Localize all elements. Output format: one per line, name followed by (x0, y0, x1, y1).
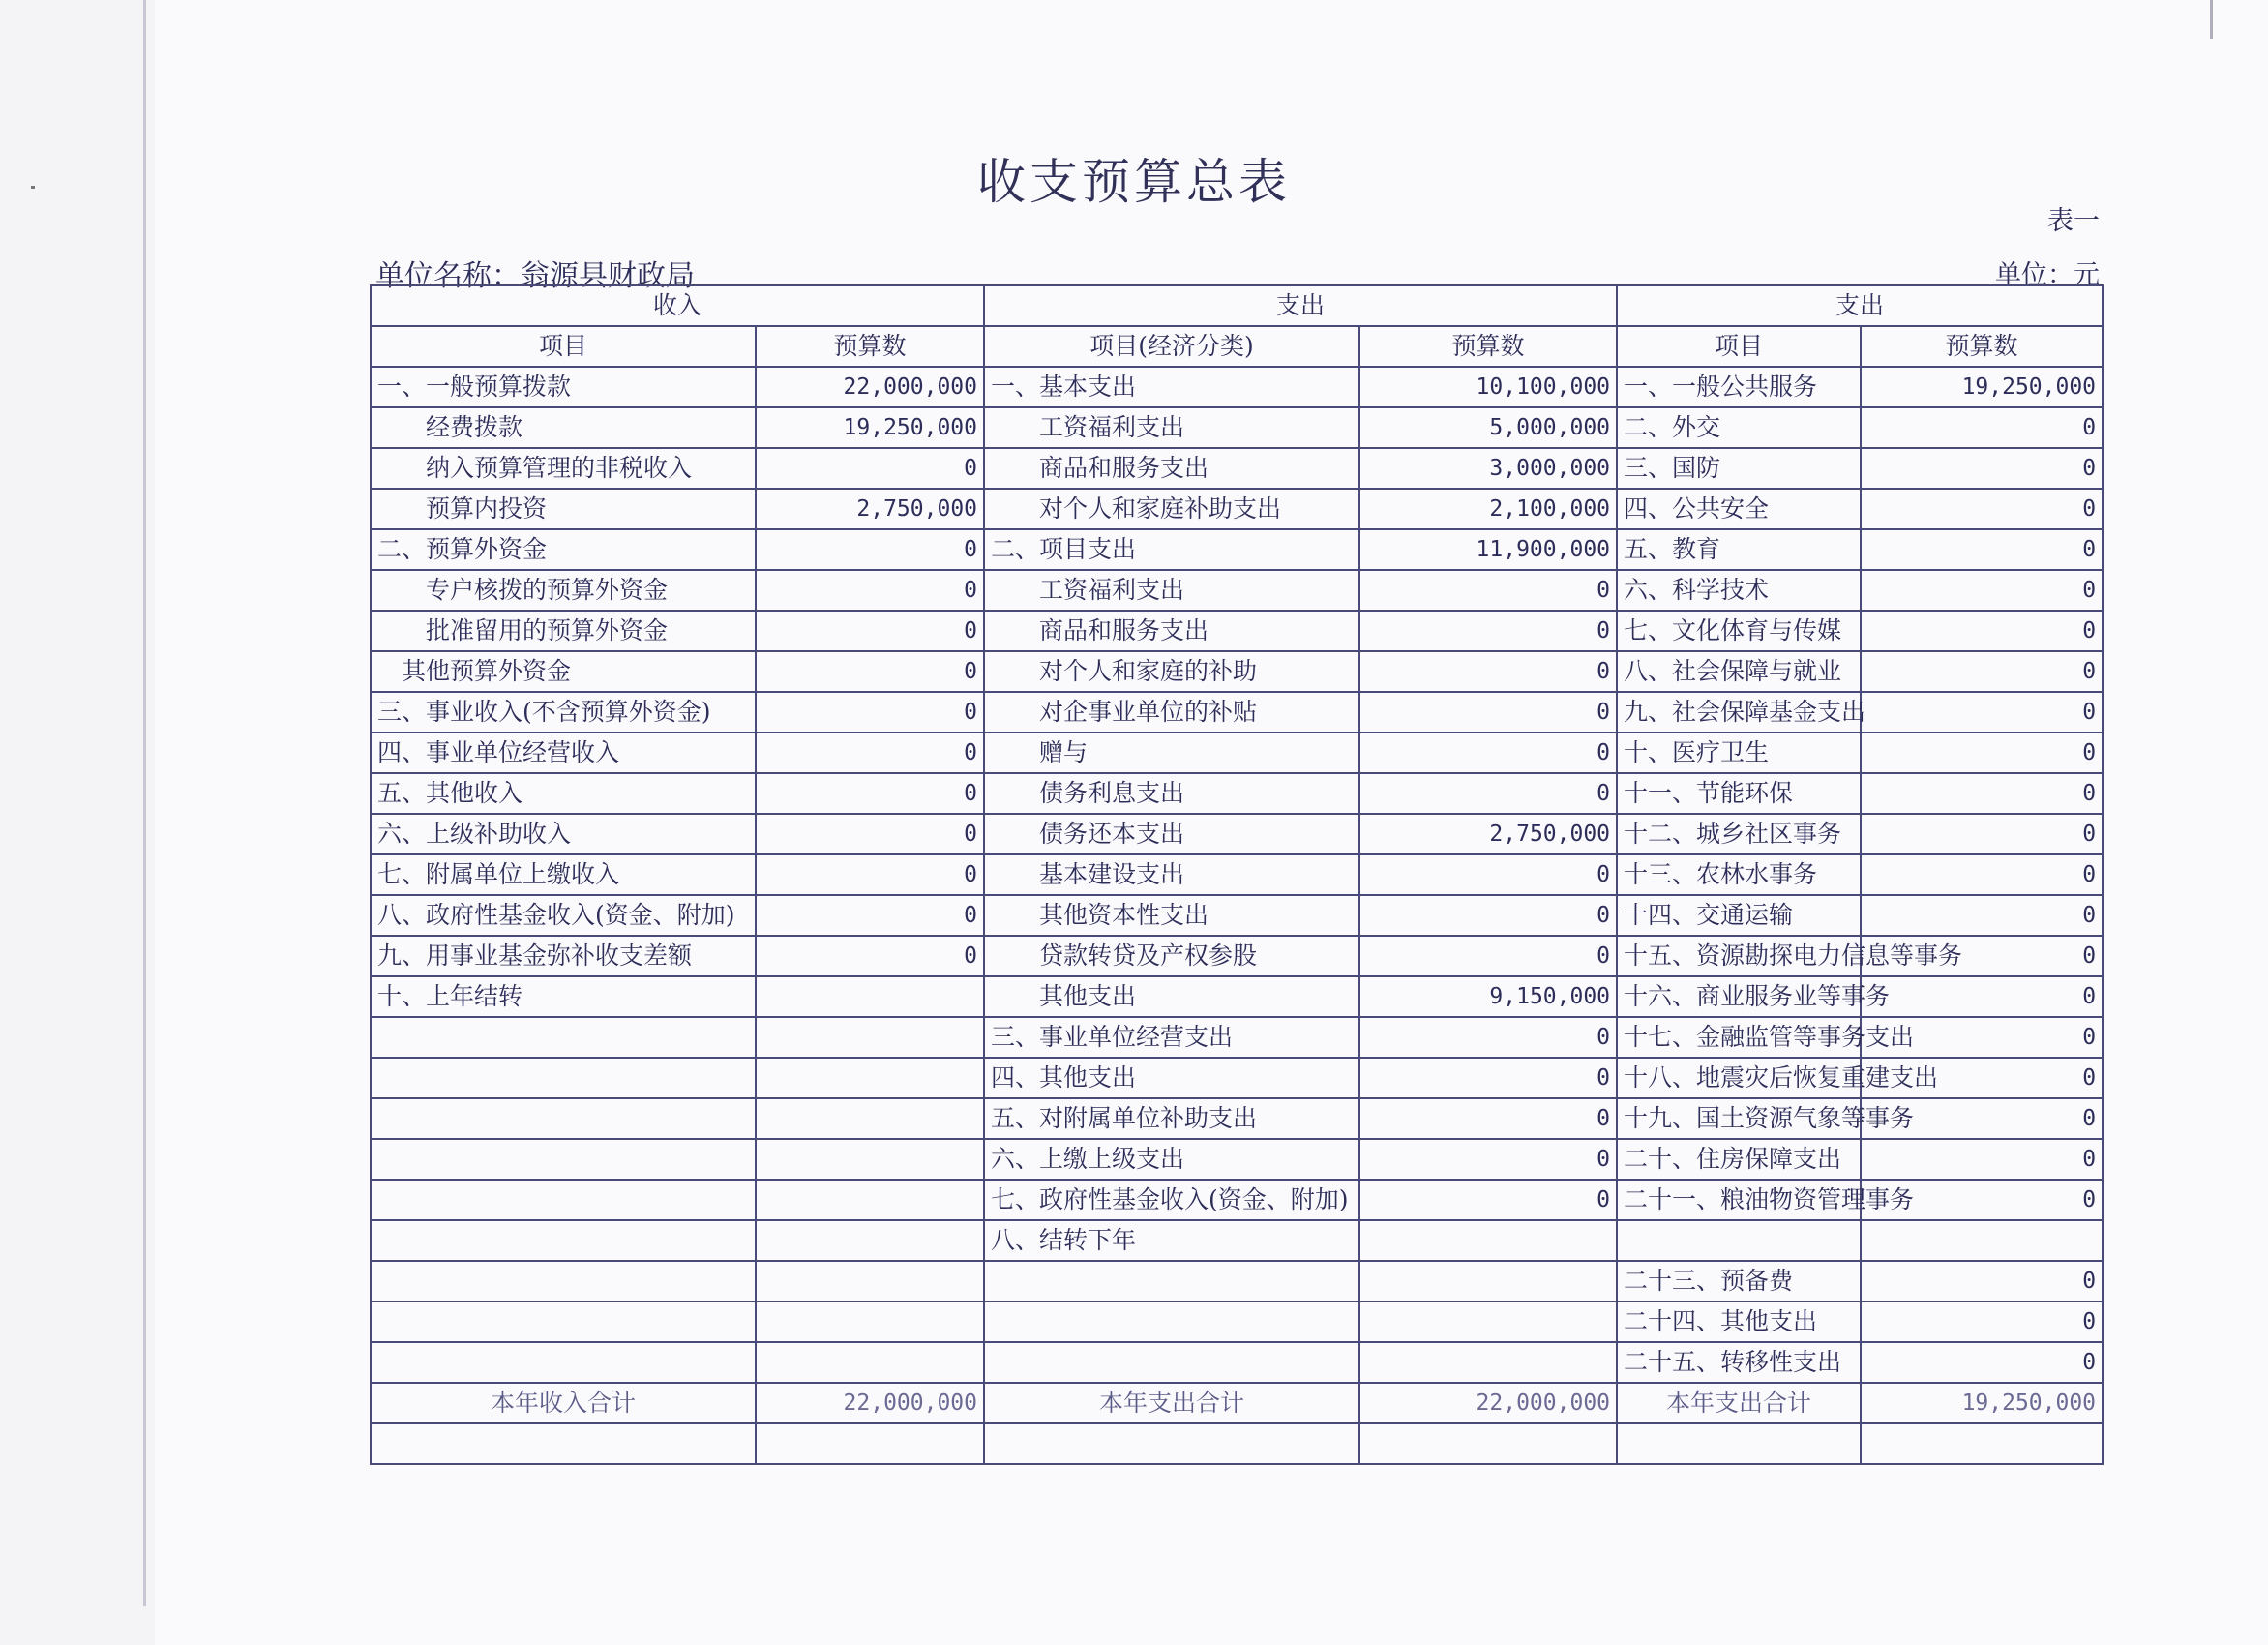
func-item-cell: 十九、国土资源气象等事务 (1617, 1098, 1861, 1139)
econ-amount-cell: 0 (1359, 651, 1617, 692)
income-section-header: 收入 (371, 285, 984, 326)
income-item-cell: 四、事业单位经营收入 (371, 733, 756, 773)
func-amount-cell: 0 (1861, 854, 2103, 895)
econ-amount-cell: 10,100,000 (1359, 367, 1617, 407)
blank-cell (1861, 1423, 2103, 1464)
income-item-cell (371, 1342, 756, 1383)
func-amount-cell: 0 (1861, 1301, 2103, 1342)
blank-cell (1617, 1423, 1861, 1464)
econ-item-cell: 基本建设支出 (984, 854, 1359, 895)
income-item-cell (371, 1058, 756, 1098)
func-amount-cell: 0 (1861, 1180, 2103, 1220)
func-amount-cell: 0 (1861, 976, 2103, 1017)
func-item-cell: 九、社会保障基金支出 (1617, 692, 1861, 733)
income-amount-header: 预算数 (756, 326, 984, 367)
func-item-cell: 十二、城乡社区事务 (1617, 814, 1861, 854)
income-amount-cell: 22,000,000 (756, 367, 984, 407)
econ-item-cell: 八、结转下年 (984, 1220, 1359, 1261)
func-item-cell: 二、外交 (1617, 407, 1861, 448)
func-item-cell (1617, 1220, 1861, 1261)
econ-amount-cell: 0 (1359, 936, 1617, 976)
table-row (371, 611, 2103, 651)
income-item-cell: 纳入预算管理的非税收入 (371, 448, 756, 489)
income-amount-cell: 0 (756, 814, 984, 854)
expense-func-section-header: 支出 (1617, 285, 2103, 326)
econ-item-cell: 赠与 (984, 733, 1359, 773)
func-amount-cell: 0 (1861, 773, 2103, 814)
func-item-header: 项目 (1617, 326, 1861, 367)
table-row (371, 1098, 2103, 1139)
income-total-label: 本年收入合计 (371, 1383, 756, 1423)
section-header-row (371, 285, 2103, 326)
table-row (371, 489, 2103, 529)
econ-item-cell: 其他支出 (984, 976, 1359, 1017)
func-item-cell: 十三、农林水事务 (1617, 854, 1861, 895)
unit-name: 单位名称：翁源县财政局 (375, 259, 695, 293)
econ-amount-cell: 2,100,000 (1359, 489, 1617, 529)
econ-amount-cell: 0 (1359, 570, 1617, 611)
income-amount-cell: 0 (756, 570, 984, 611)
income-item-cell: 其他预算外资金 (371, 651, 756, 692)
func-item-cell: 四、公共安全 (1617, 489, 1861, 529)
func-amount-cell: 0 (1861, 814, 2103, 854)
func-amount-cell: 0 (1861, 733, 2103, 773)
func-amount-cell: 0 (1861, 936, 2103, 976)
income-item-cell: 十、上年结转 (371, 976, 756, 1017)
econ-item-cell: 工资福利支出 (984, 407, 1359, 448)
econ-item-header: 项目(经济分类) (984, 326, 1359, 367)
func-item-cell: 一、一般公共服务 (1617, 367, 1861, 407)
econ-item-cell: 对企事业单位的补贴 (984, 692, 1359, 733)
econ-amount-cell: 5,000,000 (1359, 407, 1617, 448)
econ-item-cell: 一、基本支出 (984, 367, 1359, 407)
income-amount-cell: 2,750,000 (756, 489, 984, 529)
income-item-header: 项目 (371, 326, 756, 367)
table-row (371, 651, 2103, 692)
econ-item-cell: 三、事业单位经营支出 (984, 1017, 1359, 1058)
income-item-cell: 六、上级补助收入 (371, 814, 756, 854)
econ-amount-cell (1359, 1261, 1617, 1301)
income-amount-cell: 0 (756, 448, 984, 489)
table-row (371, 1058, 2103, 1098)
table-row (371, 1261, 2103, 1301)
column-header-row (371, 326, 2103, 367)
table-row (371, 1139, 2103, 1180)
econ-amount-cell (1359, 1301, 1617, 1342)
econ-amount-cell: 11,900,000 (1359, 529, 1617, 570)
blank-cell (371, 1423, 756, 1464)
income-item-cell (371, 1139, 756, 1180)
income-amount-cell (756, 1180, 984, 1220)
expense-econ-section-header: 支出 (984, 285, 1617, 326)
income-amount-cell: 0 (756, 895, 984, 936)
func-amount-cell: 0 (1861, 489, 2103, 529)
table-row (371, 1301, 2103, 1342)
func-amount-cell: 19,250,000 (1861, 367, 2103, 407)
income-item-cell (371, 1261, 756, 1301)
func-item-cell: 三、国防 (1617, 448, 1861, 489)
func-item-cell: 十一、节能环保 (1617, 773, 1861, 814)
table-row (371, 976, 2103, 1017)
func-item-cell: 十八、地震灾后恢复重建支出 (1617, 1058, 1861, 1098)
func-item-cell: 十五、资源勘探电力信息等事务 (1617, 936, 1861, 976)
econ-item-cell: 二、项目支出 (984, 529, 1359, 570)
table-row (371, 1017, 2103, 1058)
econ-amount-cell: 0 (1359, 895, 1617, 936)
econ-item-cell: 对个人和家庭的补助 (984, 651, 1359, 692)
income-item-cell: 九、用事业基金弥补收支差额 (371, 936, 756, 976)
income-item-cell: 五、其他收入 (371, 773, 756, 814)
func-amount-cell: 0 (1861, 1017, 2103, 1058)
func-item-cell: 二十四、其他支出 (1617, 1301, 1861, 1342)
func-amount-cell: 0 (1861, 1261, 2103, 1301)
func-amount-cell: 0 (1861, 1342, 2103, 1383)
econ-item-cell: 债务还本支出 (984, 814, 1359, 854)
page-title: 收支预算总表 (977, 154, 1291, 210)
income-item-cell: 一、一般预算拨款 (371, 367, 756, 407)
econ-total-label: 本年支出合计 (984, 1383, 1359, 1423)
income-amount-cell: 0 (756, 692, 984, 733)
econ-amount-cell: 0 (1359, 773, 1617, 814)
income-item-cell: 三、事业收入(不含预算外资金) (371, 692, 756, 733)
func-amount-header: 预算数 (1861, 326, 2103, 367)
func-amount-cell: 0 (1861, 407, 2103, 448)
func-amount-cell: 0 (1861, 1058, 2103, 1098)
income-total-value: 22,000,000 (756, 1383, 984, 1423)
func-item-cell: 二十三、预备费 (1617, 1261, 1861, 1301)
page-edge-mark (2210, 0, 2213, 39)
table-row (371, 448, 2103, 489)
income-item-cell (371, 1098, 756, 1139)
econ-item-cell: 商品和服务支出 (984, 448, 1359, 489)
func-amount-cell: 0 (1861, 570, 2103, 611)
econ-item-cell: 工资福利支出 (984, 570, 1359, 611)
income-item-cell: 经费拨款 (371, 407, 756, 448)
income-amount-cell (756, 1342, 984, 1383)
econ-amount-cell: 0 (1359, 1180, 1617, 1220)
table-row (371, 733, 2103, 773)
income-amount-cell (756, 1220, 984, 1261)
func-item-cell: 二十、住房保障支出 (1617, 1139, 1861, 1180)
func-amount-cell: 0 (1861, 895, 2103, 936)
econ-amount-cell: 0 (1359, 854, 1617, 895)
table-row (371, 529, 2103, 570)
blank-cell (984, 1423, 1359, 1464)
table-row (371, 1180, 2103, 1220)
func-item-cell: 二十五、转移性支出 (1617, 1342, 1861, 1383)
income-item-cell: 八、政府性基金收入(资金、附加) (371, 895, 756, 936)
blank-cell (756, 1423, 984, 1464)
table-row (371, 814, 2103, 854)
blank-cell (1359, 1423, 1617, 1464)
econ-item-cell: 商品和服务支出 (984, 611, 1359, 651)
func-item-cell: 五、教育 (1617, 529, 1861, 570)
func-item-cell: 七、文化体育与传媒 (1617, 611, 1861, 651)
table-row (371, 936, 2103, 976)
econ-amount-cell: 9,150,000 (1359, 976, 1617, 1017)
func-item-cell: 二十一、粮油物资管理事务 (1617, 1180, 1861, 1220)
table-row (371, 1342, 2103, 1383)
econ-item-cell (984, 1261, 1359, 1301)
func-amount-cell: 0 (1861, 651, 2103, 692)
income-amount-cell (756, 1058, 984, 1098)
econ-amount-cell: 0 (1359, 1017, 1617, 1058)
func-item-cell: 十、医疗卫生 (1617, 733, 1861, 773)
income-item-cell (371, 1180, 756, 1220)
func-item-cell: 八、社会保障与就业 (1617, 651, 1861, 692)
income-amount-cell (756, 1261, 984, 1301)
income-item-cell: 七、附属单位上缴收入 (371, 854, 756, 895)
econ-amount-cell: 0 (1359, 1139, 1617, 1180)
econ-item-cell: 五、对附属单位补助支出 (984, 1098, 1359, 1139)
econ-amount-header: 预算数 (1359, 326, 1617, 367)
table-row (371, 854, 2103, 895)
table-row (371, 692, 2103, 733)
func-amount-cell: 0 (1861, 1098, 2103, 1139)
func-amount-cell: 0 (1861, 611, 2103, 651)
budget-summary-table (370, 284, 2104, 1465)
table-row (371, 570, 2103, 611)
income-item-cell: 批准留用的预算外资金 (371, 611, 756, 651)
econ-item-cell: 七、政府性基金收入(资金、附加) (984, 1180, 1359, 1220)
econ-item-cell (984, 1342, 1359, 1383)
blank-row (371, 1423, 2103, 1464)
currency-unit: 单位：元 (1995, 260, 2100, 290)
page-fold-line (143, 0, 146, 1606)
income-item-cell: 二、预算外资金 (371, 529, 756, 570)
table-row (371, 773, 2103, 814)
econ-item-cell: 债务利息支出 (984, 773, 1359, 814)
func-amount-cell: 0 (1861, 692, 2103, 733)
income-item-cell (371, 1017, 756, 1058)
table-row (371, 1220, 2103, 1261)
table-row (371, 407, 2103, 448)
func-item-cell: 十七、金融监管等事务支出 (1617, 1017, 1861, 1058)
econ-amount-cell: 0 (1359, 611, 1617, 651)
income-amount-cell: 0 (756, 936, 984, 976)
econ-item-cell: 六、上缴上级支出 (984, 1139, 1359, 1180)
income-amount-cell: 0 (756, 611, 984, 651)
income-item-cell: 专户核拨的预算外资金 (371, 570, 756, 611)
income-amount-cell: 0 (756, 733, 984, 773)
func-item-cell: 十四、交通运输 (1617, 895, 1861, 936)
income-amount-cell: 0 (756, 651, 984, 692)
econ-amount-cell: 0 (1359, 1058, 1617, 1098)
func-amount-cell: 0 (1861, 529, 2103, 570)
income-amount-cell: 19,250,000 (756, 407, 984, 448)
income-item-cell (371, 1220, 756, 1261)
totals-row (371, 1383, 2103, 1423)
income-amount-cell (756, 1098, 984, 1139)
income-amount-cell: 0 (756, 854, 984, 895)
income-amount-cell (756, 976, 984, 1017)
income-amount-cell (756, 1139, 984, 1180)
econ-amount-cell (1359, 1342, 1617, 1383)
func-amount-cell (1861, 1220, 2103, 1261)
income-item-cell: 预算内投资 (371, 489, 756, 529)
econ-amount-cell: 0 (1359, 692, 1617, 733)
func-item-cell: 十六、商业服务业等事务 (1617, 976, 1861, 1017)
func-item-cell: 六、科学技术 (1617, 570, 1861, 611)
income-amount-cell (756, 1017, 984, 1058)
func-total-label: 本年支出合计 (1617, 1383, 1861, 1423)
func-total-value: 19,250,000 (1861, 1383, 2103, 1423)
income-amount-cell (756, 1301, 984, 1342)
econ-amount-cell (1359, 1220, 1617, 1261)
econ-item-cell: 四、其他支出 (984, 1058, 1359, 1098)
econ-item-cell: 其他资本性支出 (984, 895, 1359, 936)
income-item-cell (371, 1301, 756, 1342)
income-amount-cell: 0 (756, 529, 984, 570)
econ-total-value: 22,000,000 (1359, 1383, 1617, 1423)
income-amount-cell: 0 (756, 773, 984, 814)
econ-amount-cell: 2,750,000 (1359, 814, 1617, 854)
econ-item-cell: 贷款转贷及产权参股 (984, 936, 1359, 976)
econ-amount-cell: 0 (1359, 733, 1617, 773)
table-row (371, 367, 2103, 407)
table-row (371, 895, 2103, 936)
econ-item-cell (984, 1301, 1359, 1342)
func-amount-cell: 0 (1861, 1139, 2103, 1180)
econ-amount-cell: 3,000,000 (1359, 448, 1617, 489)
func-amount-cell: 0 (1861, 448, 2103, 489)
econ-item-cell: 对个人和家庭补助支出 (984, 489, 1359, 529)
econ-amount-cell: 0 (1359, 1098, 1617, 1139)
table-number: 表一 (2047, 206, 2100, 236)
